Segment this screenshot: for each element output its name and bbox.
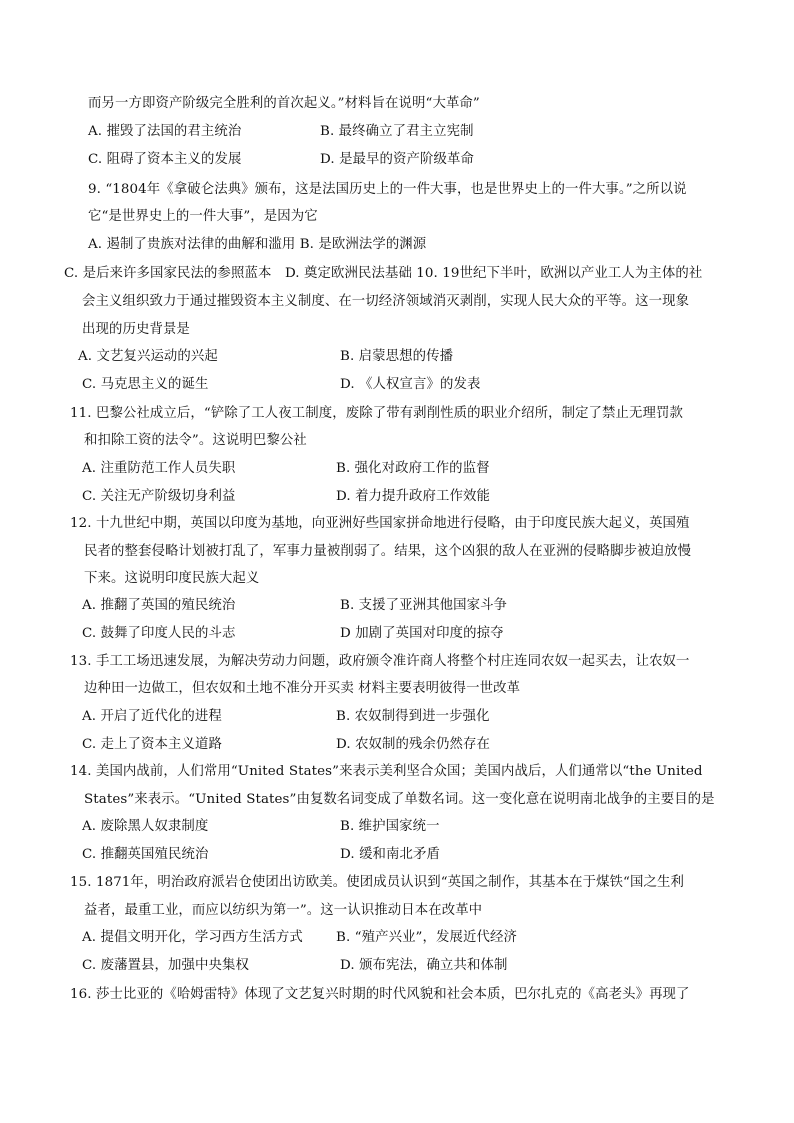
q10-stem-line2: 会主义组织致力于通过摧毁资本主义制度、在一切经济领域消灭剥削，实现人民大众的平等。这一现象 bbox=[82, 294, 690, 309]
q8-option-d[interactable]: D. 是最早的资产阶级革命 bbox=[320, 152, 474, 167]
q15-option-b[interactable]: B. “殖产兴业”，发展近代经济 bbox=[336, 930, 517, 945]
q9-stem-line1: 9. “1804年《拿破仑法典》颁布，这是法国历史上的一件大事，也是世界史上的一件大事。”之所以说 bbox=[88, 182, 687, 197]
q10-stem-line3: 出现的历史背景是 bbox=[82, 322, 190, 337]
q9-options-ab[interactable]: A. 遏制了贵族对法律的曲解和滥用 B. 是欧洲法学的渊源 bbox=[88, 237, 427, 252]
q9-cd-q10-stem: C. 是后来许多国家民法的参照蓝本 D. 奠定欧洲民法基础 10. 19世纪下半叶，欧洲以产业工人为主体的社 bbox=[64, 266, 703, 281]
q12-option-a[interactable]: A. 推翻了英国的殖民统治 bbox=[82, 598, 236, 613]
q14-option-b[interactable]: B. 维护国家统一 bbox=[340, 819, 440, 834]
q13-option-a[interactable]: A. 开启了近代化的进程 bbox=[82, 709, 222, 724]
q15-stem-line1: 15. 1871年，明治政府派岩仓使团出访欧美。使团成员认识到“英国之制作，其基本在于煤铁“国之生利 bbox=[70, 875, 684, 890]
q8-option-c[interactable]: C. 阻碍了资本主义的发展 bbox=[88, 152, 242, 167]
q10-option-d[interactable]: D. 《人权宣言》的发表 bbox=[340, 377, 481, 392]
q15-option-c[interactable]: C. 废藩置县，加强中央集权 bbox=[82, 958, 249, 973]
q13-stem-line2: 边种田一边做工，但农奴和土地不准分开买卖 材料主要表明彼得一世改革 bbox=[84, 681, 521, 696]
q12-option-d[interactable]: D 加剧了英国对印度的掠夺 bbox=[340, 626, 504, 641]
q14-option-c[interactable]: C. 推翻英国殖民统治 bbox=[82, 847, 209, 862]
q15-option-a[interactable]: A. 提倡文明开化，学习西方生活方式 bbox=[82, 930, 303, 945]
q11-option-a[interactable]: A. 注重防范工作人员失职 bbox=[82, 461, 236, 476]
q14-stem-line2: States”来表示。“United States”由复数名词变成了单数名词。这一变化意在说明南北战争的主要目的是 bbox=[84, 792, 715, 807]
q12-stem-line1: 12. 十九世纪中期，英国以印度为基地，向亚洲好些国家拼命地进行侵略，由于印度民族大起义，英国殖 bbox=[70, 516, 690, 531]
q14-option-d[interactable]: D. 缓和南北矛盾 bbox=[340, 847, 441, 862]
q11-option-d[interactable]: D. 着力提升政府工作效能 bbox=[336, 489, 490, 504]
q8-option-a[interactable]: A. 摧毁了法国的君主统治 bbox=[88, 124, 242, 139]
q10-option-b[interactable]: B. 启蒙思想的传播 bbox=[340, 349, 454, 364]
q9-stem-line2: 它“是世界史上的一件大事”，是因为它 bbox=[88, 209, 318, 224]
q8-option-b[interactable]: B. 最终确立了君主立宪制 bbox=[320, 124, 474, 139]
q11-option-c[interactable]: C. 关注无产阶级切身利益 bbox=[82, 489, 236, 504]
q11-stem-line1: 11. 巴黎公社成立后，“铲除了工人夜工制度，废除了带有剥削性质的职业介绍所，制定了禁止无理罚款 bbox=[70, 406, 683, 421]
q8-stem-end: 而另一方即资产阶级完全胜利的首次起义。”材料旨在说明“大革命” bbox=[88, 96, 480, 111]
q13-option-d[interactable]: D. 农奴制的残余仍然存在 bbox=[336, 737, 490, 752]
q13-stem-line1: 13. 手工工场迅速发展，为解决劳动力问题，政府颁令准许商人将整个村庄连同农奴一起买去，让农奴一 bbox=[70, 654, 690, 669]
q10-option-c[interactable]: C. 马克思主义的诞生 bbox=[82, 377, 209, 392]
q16-stem-line1: 16. 莎士比亚的《哈姆雷特》体现了文艺复兴时期的时代风貌和社会本质，巴尔扎克的《高老头》再现了 bbox=[70, 987, 690, 1002]
q11-option-b[interactable]: B. 强化对政府工作的监督 bbox=[336, 461, 490, 476]
q10-option-a[interactable]: A. 文艺复兴运动的兴起 bbox=[78, 349, 218, 364]
q14-stem-line1: 14. 美国内战前，人们常用“United States”来表示美利坚合众国；美国内战后，人们通常以“the United bbox=[70, 764, 703, 779]
q14-option-a[interactable]: A. 废除黑人奴隶制度 bbox=[82, 819, 209, 834]
q12-stem-line3: 下来。这说明印度民族大起义 bbox=[84, 571, 260, 586]
q13-option-b[interactable]: B. 农奴制得到进一步强化 bbox=[336, 709, 490, 724]
q12-option-c[interactable]: C. 鼓舞了印度人民的斗志 bbox=[82, 626, 236, 641]
q12-stem-line2: 民者的整套侵略计划被打乱了，军事力量被削弱了。结果，这个凶狠的敌人在亚洲的侵略脚步被迫放慢 bbox=[84, 544, 692, 559]
q13-option-c[interactable]: C. 走上了资本主义道路 bbox=[82, 737, 222, 752]
q15-stem-line2: 益者，最重工业，而应以纺织为第一”。这一认识推动日本在改革中 bbox=[84, 903, 483, 918]
q12-option-b[interactable]: B. 支援了亚洲其他国家斗争 bbox=[340, 598, 508, 613]
q15-option-d[interactable]: D. 颁布宪法，确立共和体制 bbox=[340, 958, 508, 973]
q11-stem-line2: 和扣除工资的法令”。这说明巴黎公社 bbox=[84, 433, 307, 448]
